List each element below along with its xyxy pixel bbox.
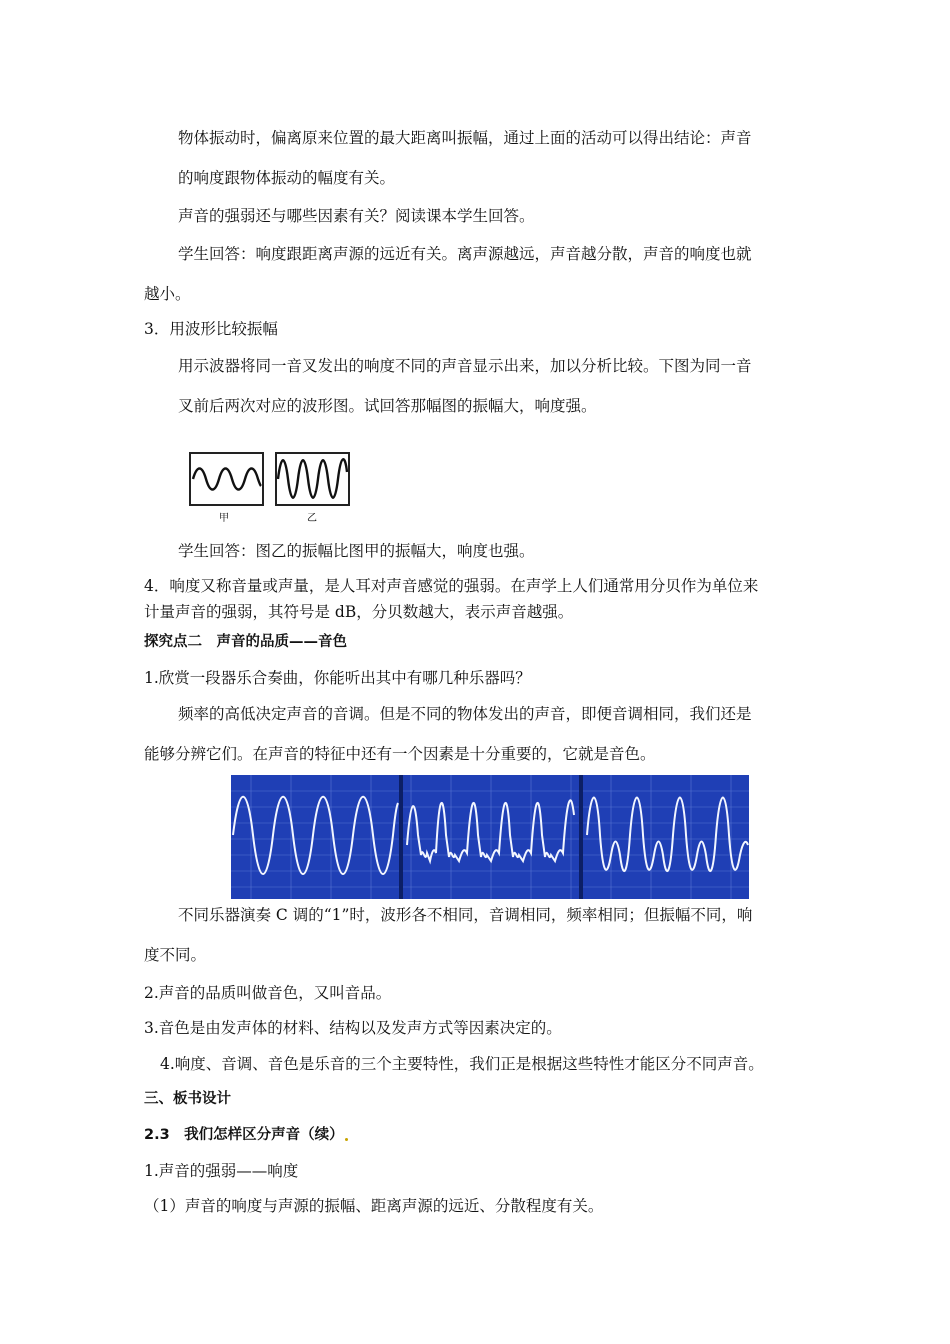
board-item-1-loudness: 1.声音的强弱——响度 bbox=[144, 1162, 299, 1180]
lesson-title-text: 2.3 我们怎样区分声音（续） bbox=[144, 1127, 344, 1143]
instrument-waveform-oscilloscope-figure bbox=[231, 775, 749, 899]
item-4-three-characteristics: 4.响度、音调、音色是乐音的三个主要特性，我们正是根据这些特性才能区分不同声音。 bbox=[160, 1055, 764, 1073]
paragraph-student-answer-yi: 学生回答：图乙的振幅比图甲的振幅大，响度也强。 bbox=[178, 542, 535, 560]
paragraph-student-answer-distance-cont: 越小。 bbox=[144, 285, 191, 303]
tuning-fork-waveform-figure bbox=[188, 450, 356, 526]
decorative-dot bbox=[345, 1138, 348, 1141]
item-4-loudness-cont: 计量声音的强弱，其符号是 dB，分贝数越大，表示声音越强。 bbox=[144, 603, 574, 621]
item-3-timbre-factors: 3.音色是由发声体的材料、结构以及发声方式等因素决定的。 bbox=[144, 1019, 562, 1037]
paragraph-student-answer-distance: 学生回答：响度跟距离声源的远近有关。离声源越远，声音越分散，声音的响度也就 bbox=[178, 245, 752, 263]
item-2-timbre-definition: 2.声音的品质叫做音色，又叫音品。 bbox=[144, 984, 392, 1002]
item-4-loudness: 4．响度又称音量或声量，是人耳对声音感觉的强弱。在声学上人们通常用分贝作为单位来 bbox=[144, 577, 759, 595]
paragraph-amplitude-definition: 物体振动时，偏离原来位置的最大距离叫振幅，通过上面的活动可以得出结论：声音 bbox=[178, 129, 752, 147]
heading-exploration-point-2: 探究点二 声音的品质——音色 bbox=[144, 634, 347, 650]
paragraph-instruments-waveform: 不同乐器演奏 C 调的“1”时，波形各不相同，音调相同，频率相同；但振幅不同，响 bbox=[178, 906, 753, 924]
paragraph-timbre-intro: 能够分辨它们。在声音的特征中还有一个因素是十分重要的，它就是音色。 bbox=[144, 745, 656, 763]
paragraph-instruments-waveform-cont: 度不同。 bbox=[144, 946, 207, 964]
heading-lesson-title bbox=[144, 1125, 349, 1145]
scope-background bbox=[231, 775, 749, 899]
label-yi: 乙 bbox=[307, 513, 317, 524]
paragraph-amplitude-conclusion: 的响度跟物体振动的幅度有关。 bbox=[178, 169, 396, 187]
paragraph-oscilloscope: 用示波器将同一音叉发出的响度不同的声音显示出来，加以分析比较。下图为同一音 bbox=[178, 357, 752, 375]
waveform-frame-jia bbox=[190, 453, 263, 505]
waveform-jia bbox=[193, 469, 261, 490]
paragraph-pitch-frequency: 频率的高低决定声音的音调。但是不同的物体发出的声音，即便音调相同，我们还是 bbox=[178, 705, 752, 723]
board-item-1-detail: （1）声音的响度与声源的振幅、距离声源的远近、分散程度有关。 bbox=[144, 1197, 604, 1215]
item-1-ensemble-question: 1.欣赏一段器乐合奏曲，你能听出其中有哪几种乐器吗？ bbox=[144, 669, 531, 687]
paragraph-question: 声音的强弱还与哪些因素有关？阅读课本学生回答。 bbox=[178, 207, 535, 225]
scope-divider-1 bbox=[399, 775, 403, 899]
paragraph-oscilloscope-cont: 叉前后两次对应的波形图。试回答那幅图的振幅大，响度强。 bbox=[178, 397, 597, 415]
label-jia: 甲 bbox=[219, 513, 229, 524]
item-3-waveform-heading: 3．用波形比较振幅 bbox=[144, 320, 278, 338]
scope-divider-2 bbox=[579, 775, 583, 899]
waveform-yi bbox=[278, 459, 347, 497]
heading-board-design: 三、板书设计 bbox=[144, 1091, 231, 1107]
